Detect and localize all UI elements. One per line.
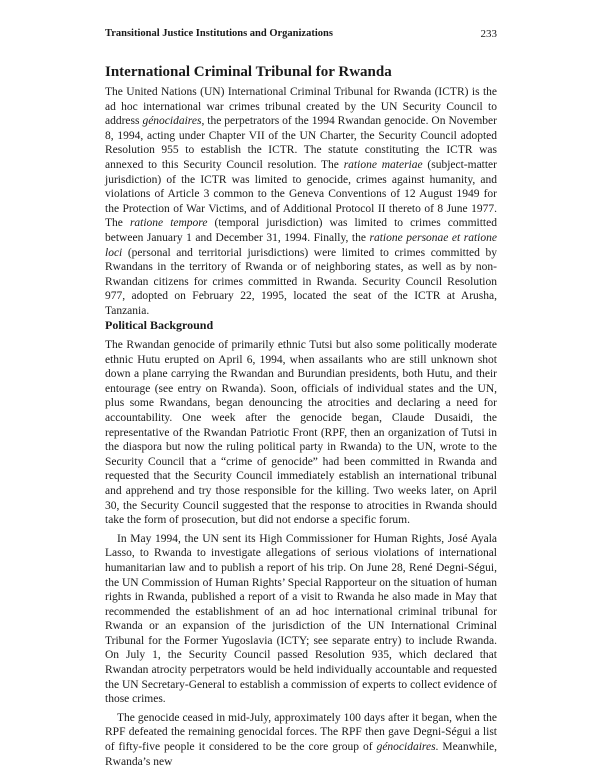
intro-italic-1: génocidaires [142,115,202,128]
paragraph-3-italic: génocidaires [376,741,436,754]
intro-section [105,85,497,319]
running-title: Transitional Justice Institutions and Organizations [105,28,333,39]
paragraph-1: The Rwandan genocide of primarily ethnic Tutsi but also some politically moderate ethnic Hutu erupted on April 6, 1994, when assailants who are still unknown shot down a plane carrying the Rwandan and Burundian presidents, both Hutu, and their entourage (see entry on Rwanda). Soon, officials of individual states and the UN, plus some Rwandans, began denouncing the atrocities and declaring a need for accountability. One week after the genocide began, Claude Dusaidi, the representative of the Rwandan Patriotic Front (RPF, then an organization of Tutsi in the diaspora but now the ruling political party in Rwanda) to the UN, wrote to the Security Council that a “crime of genocide” had been committed in Rwanda and requested that the Security Council immediately establish an international tribunal and apprehend and try those responsible for the killing. Two weeks later, on April 30, the Security Council suggested that the response to atrocities in Rwanda should take the form of prosecution, but did not endorse a specific forum. [105,339,497,527]
section-heading: Political Background [105,318,214,332]
intro-text-5: (personal and territorial jurisdictions) were limited to crimes committed by Rwandans in the territory of Rwanda or of neighboring states, as well as by non-Rwandan citizens for crimes committed in Rwanda. Security Council Resolution 977, adopted on February 22, 1995, located the seat of the ICTR at Arusha, Tanzania. [105,246,497,317]
paragraph-3 [105,711,497,769]
paragraph-2: In May 1994, the UN sent its High Commissioner for Human Rights, José Ayala Lasso, to Rwanda to investigate allegations of serious violations of international humanitarian law and to publish a report of his trip. On June 28, René Degni-Ségui, the UN Commission of Human Rights’ Special Rapporteur on the situation of human rights in Rwanda, published a report of a visit to Rwanda he also made in May that recommended the establishment of an ad hoc international criminal tribunal for Rwanda or an expansion of the jurisdiction of the UN International Criminal Tribunal for the Former Yugoslavia (ICTY; see separate entry) to include Rwanda. On July 1, the Security Council passed Resolution 935, which declared that Rwandan atrocity perpetrators would be held individually accountable and requested the UN Secretary-General to establish a commission of experts to collect evidence of those crimes. [105,532,497,706]
intro-paragraph [105,85,497,319]
intro-italic-3: ratione tempore [129,217,208,230]
intro-italic-2: ratione materiae [343,158,423,171]
intro-italic-4: ratione personae et ratione loci [105,231,497,259]
intro-text-1: The United Nations (UN) International Criminal Tribunal for Rwanda (ICTR) is the ad hoc international war crimes tribunal created by the UN Security Council to address [105,86,497,128]
paragraph-3-text-2: . Meanwhile, Rwanda’s new [105,741,497,768]
intro-text-2: , the perpetrators of the 1994 Rwandan genocide. On November 8, 1994, acting under Chapter VII of the UN Charter, the Security Council adopted Resolution 955 to establish the ICTR. The statute constituting the ICTR was annexed to this Security Council resolution. The [105,115,497,171]
page-number: 233 [480,28,497,40]
chapter-title: International Criminal Tribunal for Rwanda [105,64,392,80]
political-background-section [105,338,497,769]
running-header [105,27,497,41]
intro-text-3: (subject-matter jurisdiction) of the ICTR was limited to genocide, crimes against humanity, and violations of Article 3 common to the Geneva Conventions of 12 August 1949 for the Protection of War Victims, and of Additional Protocol II thereto of 8 June 1977. The [105,158,497,230]
paragraph-3-text-1: The genocide ceased in mid-July, approximately 100 days after it began, when the RPF defeated the remaining genocidal forces. The RPF then gave Degni-Ségui a list of fifty-five people it considered to be the core group of [105,711,497,754]
intro-text-4: (temporal jurisdiction) was limited to crimes committed between January 1 and December 31, 1994. Finally, the [105,217,497,244]
